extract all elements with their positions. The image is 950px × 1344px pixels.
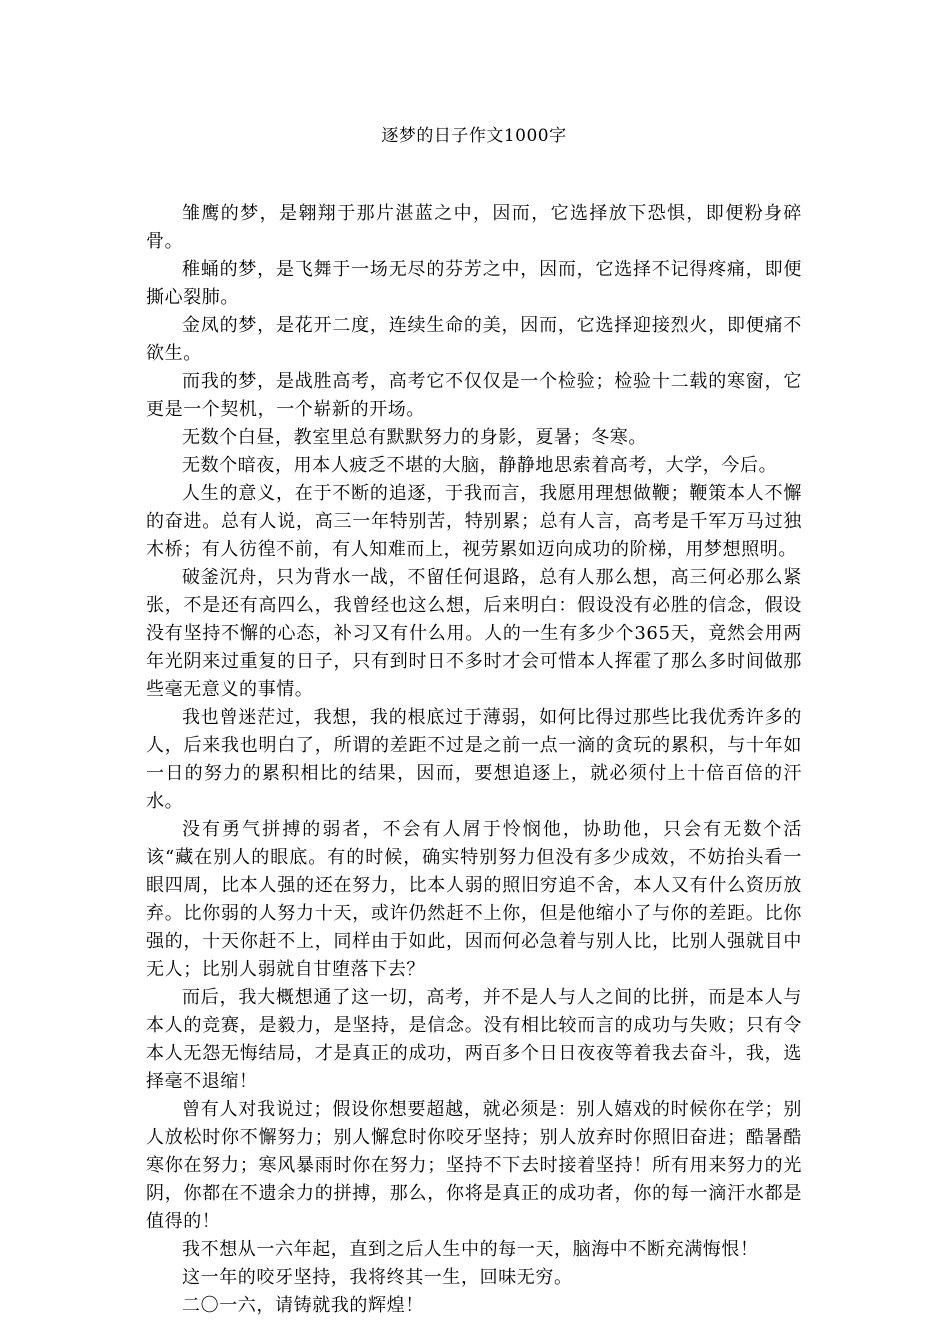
paragraph-10: 没有勇气拼搏的弱者，不会有人屑于怜悯他，协助他，只会有无数个活该“藏在别人的眼底。有的时候，确实特别努力但没有多少成效，不妨抬头看一眼四周，比本人强的还在努力，比本人弱的照旧穷追不舍，本人又有什么资历放弃。比你弱的人努力十天，或许仍然赶不上你，但是他缩小了与你的差距。比你强的，十天你赶不上，同样由于如此，因而何必急着与别人比，比别人强就目中无人；比别人弱就自甘堕落下去？ [146,819,802,980]
paragraph-8: 破釜沉舟，只为背水一战，不留任何退路，总有人那么想，高三何必那么紧张，不是还有高四么，我曾经也这么想，后来明白：假设没有必胜的信念，假设没有坚持不懈的心态，补习又有什么用。人的一生有多少个365天，竟然会用两年光阴来过重复的日子，只有到时日不多时才会可惜本人挥霍了那么多时间做那些毫无意义的事情。 [146,567,802,700]
paragraph-7: 人生的意义，在于不断的追逐，于我而言，我愿用理想做鞭；鞭策本人不懈的奋进。总有人说，高三一年特别苦，特别累；总有人言，高考是千军万马过独木桥；有人彷徨不前，有人知难而上，视劳累如迈向成功的阶梯，用梦想照明。 [146,483,802,560]
paragraph-4: 而我的梦，是战胜高考，高考它不仅仅是一个检验；检验十二载的寒窗，它更是一个契机，一个崭新的开场。 [146,371,802,420]
document-title: 逐梦的日子作文1000字 [381,126,567,146]
paragraph-3: 金凤的梦，是花开二度，连续生命的美，因而，它选择迎接烈火，即便痛不欲生。 [146,315,802,364]
paragraph-14: 这一年的咬牙坚持，我将终其一生，回味无穷。 [182,1267,573,1288]
paragraph-12: 曾有人对我说过；假设你想要超越，就必须是：别人嬉戏的时候你在学；别人放松时你不懈努力；别人懈怠时你咬牙坚持；别人放弃时你照旧奋进；酷暑酷寒你在努力；寒风暴雨时你在努力；坚持不下去时接着坚持！所有用来努力的光阴，你都在不遗余力的拼搏，那么，你将是真正的成功者，你的每一滴汗水都是值得的！ [146,1099,802,1232]
paragraph-1: 雏鹰的梦，是翱翔于那片湛蓝之中，因而，它选择放下恐惧，即便粉身碎骨。 [146,203,802,252]
paragraph-13: 我不想从一六年起，直到之后人生中的每一天，脑海中不断充满悔恨！ [182,1239,759,1260]
paragraph-9: 我也曾迷茫过，我想，我的根底过于薄弱，如何比得过那些比我优秀许多的人，后来我也明白了，所谓的差距不过是之前一点一滴的贪玩的累积，与十年如一日的努力的累积相比的结果，因而，要想追逐上，就必须付上十倍百倍的汗水。 [146,707,802,812]
paragraph-5: 无数个白昼，教室里总有默默努力的身影，夏暑；冬寒。 [182,427,647,448]
document-body [146,200,802,1320]
document-page [146,0,802,1344]
paragraph-2: 稚蛹的梦，是飞舞于一场无尽的芬芳之中，因而，它选择不记得疼痛，即便撕心裂肺。 [146,259,802,308]
paragraph-11: 而后，我大概想通了这一切，高考，并不是人与人之间的比拼，而是本人与本人的竞赛，是毅力，是坚持，是信念。没有相比较而言的成功与失败；只有令本人无怨无悔结局，才是真正的成功，两百多个日日夜夜等着我去奋斗，我，选择毫不退缩！ [146,987,802,1092]
paragraph-6: 无数个暗夜，用本人疲乏不堪的大脑，静静地思索着高考，大学，今后。 [182,455,778,476]
paragraph-15: 二〇一六，请铸就我的辉煌！ [182,1295,424,1316]
